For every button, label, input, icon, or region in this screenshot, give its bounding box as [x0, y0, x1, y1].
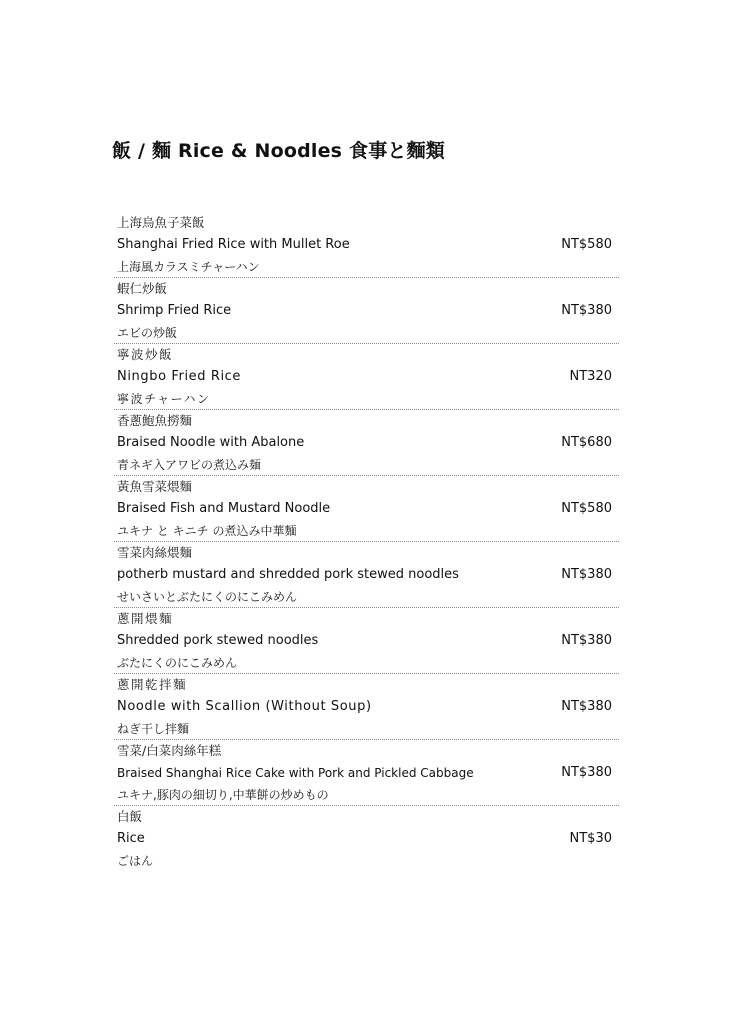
dish-name-japanese: 寧波チャーハン: [117, 392, 211, 406]
dish-name-chinese: 雪菜肉絲煨麵: [117, 545, 193, 560]
dish-name-english: Shanghai Fried Rice with Mullet Roe: [117, 237, 350, 252]
dish-name-english: Braised Noodle with Abalone: [117, 435, 305, 450]
dish-price: NT$380: [561, 567, 612, 582]
dish-name-chinese: 黃魚雪菜煨麵: [117, 479, 193, 494]
dish-name-japanese: ユキナ と キニチ の煮込み中華麵: [117, 524, 297, 538]
dish-name-english: Braised Shanghai Rice Cake with Pork and Pickled Cabbage: [117, 766, 474, 780]
dish-name-english: Shrimp Fried Rice: [117, 303, 232, 318]
menu-item: [114, 212, 619, 278]
menu-item: [114, 740, 619, 806]
dish-price: NT$380: [561, 633, 612, 648]
dish-price: NT$380: [561, 303, 612, 318]
menu-item: [114, 542, 619, 608]
dish-price: NT$580: [561, 237, 612, 252]
menu-item: [114, 476, 619, 542]
dish-name-english: Rice: [117, 831, 145, 846]
dish-price: NT$680: [561, 435, 612, 450]
dish-name-chinese: 蔥開乾拌麵: [117, 677, 188, 692]
dish-name-japanese: ぶたにくのにこみめん: [117, 656, 238, 670]
page-title: 飯 / 麵 Rice & Noodles 食事と麵類: [112, 140, 446, 162]
dish-price: NT$30: [569, 831, 612, 846]
dish-price: NT320: [569, 369, 612, 384]
dish-price: NT$580: [561, 501, 612, 516]
dish-name-english: Braised Fish and Mustard Noodle: [117, 501, 331, 516]
dish-name-japanese: 青ネギ入アワビの煮込み麺: [117, 458, 262, 472]
menu-list: [114, 212, 619, 872]
dish-name-japanese: せいさいとぶたにくのにこみめん: [117, 590, 298, 604]
menu-item: [114, 410, 619, 476]
dish-name-chinese: 白飯: [117, 809, 143, 824]
dish-name-chinese: 上海烏魚子菜飯: [117, 215, 205, 230]
dish-name-chinese: 寧波炒飯: [117, 347, 174, 362]
dish-name-english: potherb mustard and shredded pork stewed noodles: [117, 567, 459, 582]
menu-item: [114, 806, 619, 872]
dish-name-english: Ningbo Fried Rice: [117, 369, 242, 384]
dish-name-english: Noodle with Scallion (Without Soup): [117, 699, 372, 714]
dish-name-japanese: ユキナ,豚肉の細切り,中華餅の炒めもの: [117, 788, 329, 802]
dish-name-chinese: 蔥開煨麵: [117, 611, 174, 626]
dish-name-chinese: 雪菜/白菜肉絲年糕: [117, 743, 222, 758]
dish-name-english: Shredded pork stewed noodles: [117, 633, 319, 648]
dish-price: NT$380: [561, 765, 612, 780]
dish-name-chinese: 蝦仁炒飯: [117, 281, 168, 296]
menu-item: [114, 608, 619, 674]
dish-name-japanese: エビの炒飯: [117, 326, 178, 340]
dish-price: NT$380: [561, 699, 612, 714]
dish-name-chinese: 香蔥鮑魚撈麵: [117, 413, 193, 428]
dish-name-japanese: 上海風カラスミチャーハン: [117, 260, 260, 274]
dish-name-japanese: ねぎ干し拌麵: [117, 722, 190, 736]
menu-item: [114, 344, 619, 410]
menu-item: [114, 674, 619, 740]
dish-name-japanese: ごはん: [117, 854, 154, 868]
menu-item: [114, 278, 619, 344]
